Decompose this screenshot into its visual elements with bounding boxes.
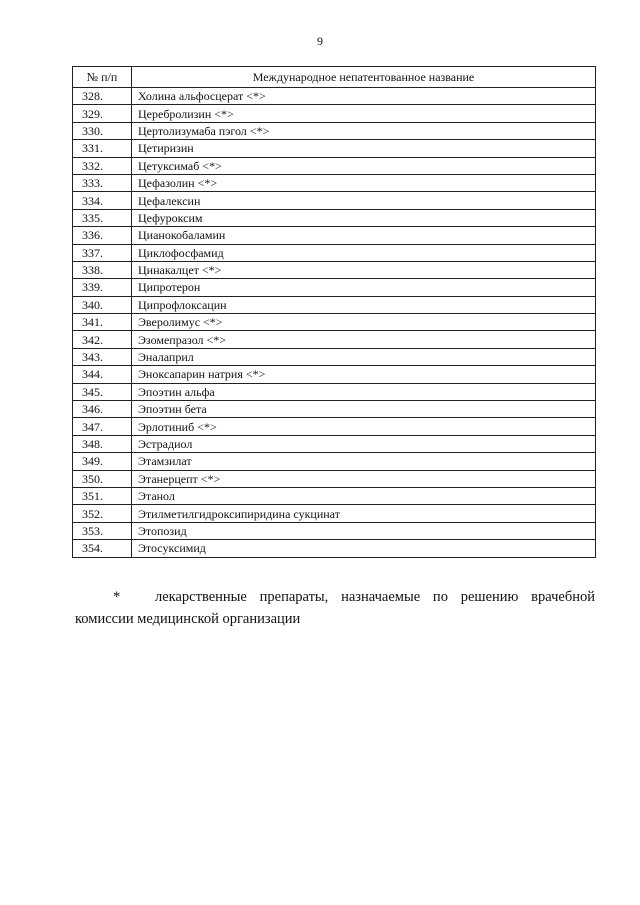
- row-number: 340.: [73, 296, 132, 313]
- footnote-marker: *: [113, 589, 121, 605]
- table-row: [73, 366, 596, 383]
- drug-name: Цефалексин: [132, 192, 596, 209]
- row-number: 350.: [73, 470, 132, 487]
- drug-name: Этосуксимид: [132, 540, 596, 557]
- drug-name: Этамзилат: [132, 453, 596, 470]
- table-row: [73, 435, 596, 452]
- table-row: [73, 140, 596, 157]
- drug-name: Эноксапарин натрия <*>: [132, 366, 596, 383]
- drug-name: Ципрофлоксацин: [132, 296, 596, 313]
- row-number: 328.: [73, 88, 132, 105]
- row-number: 351.: [73, 487, 132, 504]
- row-number: 341.: [73, 314, 132, 331]
- drug-name: Этилметилгидроксипиридина сукцинат: [132, 505, 596, 522]
- drug-name: Церебролизин <*>: [132, 105, 596, 122]
- table-row: [73, 88, 596, 105]
- row-number: 331.: [73, 140, 132, 157]
- drug-name: Циклофосфамид: [132, 244, 596, 261]
- row-number: 344.: [73, 366, 132, 383]
- table-row: [73, 261, 596, 278]
- drug-name: Эрлотиниб <*>: [132, 418, 596, 435]
- column-header-number: № п/п: [73, 67, 132, 88]
- table-body: [73, 88, 596, 558]
- drug-name: Эверолимус <*>: [132, 314, 596, 331]
- row-number: 348.: [73, 435, 132, 452]
- table-row: [73, 383, 596, 400]
- row-number: 343.: [73, 348, 132, 365]
- table-row: [73, 157, 596, 174]
- row-number: 339.: [73, 279, 132, 296]
- drug-name: Эстрадиол: [132, 435, 596, 452]
- drug-name: Цианокобаламин: [132, 227, 596, 244]
- row-number: 329.: [73, 105, 132, 122]
- row-number: 345.: [73, 383, 132, 400]
- table-row: [73, 105, 596, 122]
- row-number: 346.: [73, 401, 132, 418]
- drug-name: Этопозид: [132, 522, 596, 539]
- table-row: [73, 470, 596, 487]
- footnote: [75, 586, 595, 630]
- row-number: 334.: [73, 192, 132, 209]
- drug-name: Цертолизумаба пэгол <*>: [132, 122, 596, 139]
- table-row: [73, 540, 596, 557]
- row-number: 330.: [73, 122, 132, 139]
- table-row: [73, 487, 596, 504]
- drug-name: Холина альфосцерат <*>: [132, 88, 596, 105]
- table-row: [73, 453, 596, 470]
- row-number: 332.: [73, 157, 132, 174]
- table-row: [73, 279, 596, 296]
- row-number: 354.: [73, 540, 132, 557]
- drug-name: Цефазолин <*>: [132, 174, 596, 191]
- row-number: 347.: [73, 418, 132, 435]
- table-row: [73, 227, 596, 244]
- row-number: 349.: [73, 453, 132, 470]
- row-number: 342.: [73, 331, 132, 348]
- row-number: 337.: [73, 244, 132, 261]
- drug-name: Цетуксимаб <*>: [132, 157, 596, 174]
- table-row: [73, 244, 596, 261]
- drug-name: Эпоэтин бета: [132, 401, 596, 418]
- table-row: [73, 418, 596, 435]
- drug-name: Ципротерон: [132, 279, 596, 296]
- drug-name: Этанол: [132, 487, 596, 504]
- row-number: 353.: [73, 522, 132, 539]
- row-number: 336.: [73, 227, 132, 244]
- table-row: [73, 122, 596, 139]
- table-row: [73, 348, 596, 365]
- page-number: 9: [317, 34, 323, 48]
- table-header-row: [73, 67, 596, 88]
- column-header-name: Международное непатентованное название: [132, 67, 596, 88]
- drug-name: Цинакалцет <*>: [132, 261, 596, 278]
- table-row: [73, 209, 596, 226]
- table-row: [73, 314, 596, 331]
- row-number: 352.: [73, 505, 132, 522]
- table-row: [73, 331, 596, 348]
- table-row: [73, 522, 596, 539]
- table-row: [73, 296, 596, 313]
- row-number: 335.: [73, 209, 132, 226]
- table-row: [73, 505, 596, 522]
- drug-name: Эналаприл: [132, 348, 596, 365]
- table-row: [73, 174, 596, 191]
- drug-name: Этанерцепт <*>: [132, 470, 596, 487]
- footnote-text: лекарственные препараты, назначаемые по решению врачебной комиссии медицинской организации: [75, 589, 595, 627]
- drug-list-table: [72, 66, 596, 558]
- drug-name: Эпоэтин альфа: [132, 383, 596, 400]
- row-number: 338.: [73, 261, 132, 278]
- row-number: 333.: [73, 174, 132, 191]
- drug-name: Цефуроксим: [132, 209, 596, 226]
- table-row: [73, 192, 596, 209]
- drug-name: Эзомепразол <*>: [132, 331, 596, 348]
- table-row: [73, 401, 596, 418]
- drug-name: Цетиризин: [132, 140, 596, 157]
